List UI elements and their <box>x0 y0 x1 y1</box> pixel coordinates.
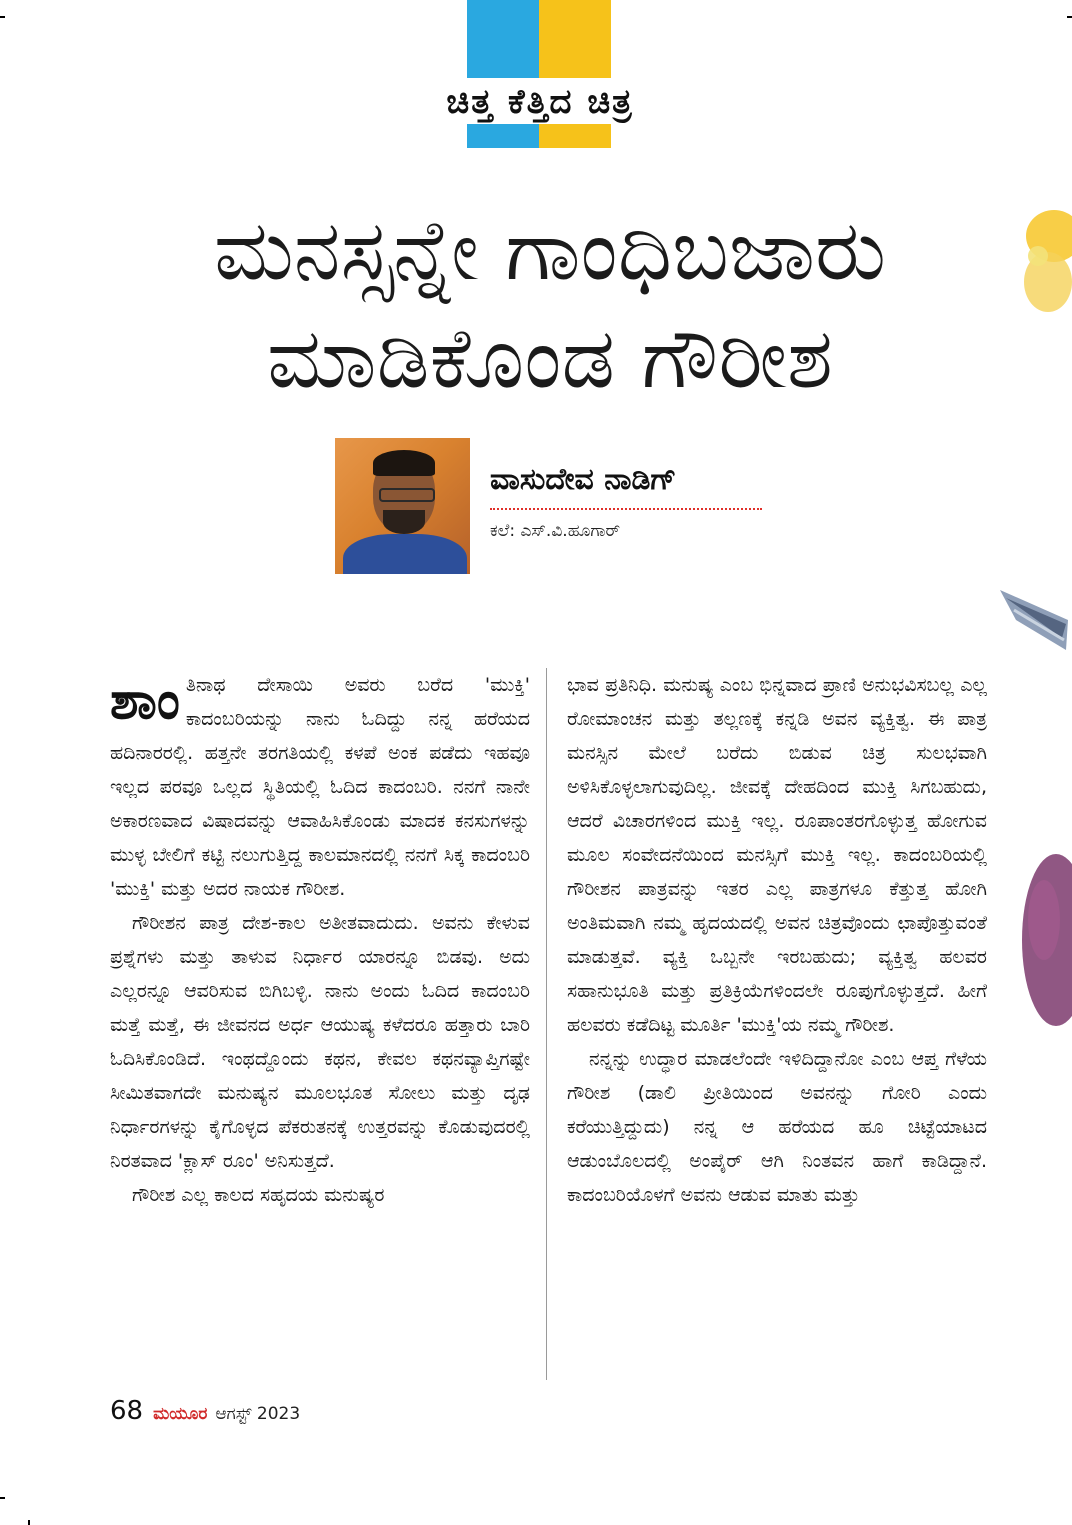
logo-blue-block <box>467 0 539 148</box>
illustration-credit: ಕಲೆ: ಎಸ್.ವಿ.ಹೂಗಾರ್ <box>490 521 621 541</box>
photo-beard <box>383 510 425 534</box>
crop-mark <box>0 16 5 18</box>
issue-date: ಆಗಸ್ಟ್ 2023 <box>215 1404 301 1424</box>
headline-line-2: ಮಾಡಿಕೊಂಡ ಗೌರೀಶ <box>267 309 833 407</box>
page-footer <box>110 1396 300 1426</box>
author-dotted-rule <box>490 508 762 510</box>
drop-cap: ಶಾಂ <box>110 671 180 731</box>
section-logo <box>467 0 611 148</box>
paragraph: ನನ್ನನ್ನು ಉದ್ಧಾರ ಮಾಡಲೆಂದೇ ಇಳಿದಿದ್ದಾನೋ ಎಂಬ ಆಪ್ತ ಗೆಳೆಯ ಗೌರೀಶ (ಡಾಲಿ ಪ್ರೀತಿಯಿಂದ ಅವನನ್ನು ಗೋರಿ ಎಂದು ಕರೆಯುತ್ತಿದ್ದುದು) ನನ್ನ ಆ ಹರೆಯದ ಹೂ ಚಿಟ್ಟೆಯಾಟದ ಆಡುಂಬೊಲದಲ್ಲಿ ಅಂಪೈರ್ ಆಗಿ ನಿಂತವನ ಹಾಗೆ ಕಾಡಿದ್ದಾನೆ. ಕಾದಂಬರಿಯೊಳಗೆ ಅವನು ಆಡುವ ಮಾತು ಮತ್ತು <box>567 1048 987 1206</box>
paragraph-text: ತಿನಾಥ ದೇಸಾಯಿ ಅವರು ಬರೆದ 'ಮುಕ್ತಿ' ಕಾದಂಬರಿಯನ್ನು ನಾನು ಓದಿದ್ದು ನನ್ನ ಹರೆಯದ ಹದಿನಾರರಲ್ಲಿ. ಹತ್ತನೇ ತರಗತಿಯಲ್ಲಿ ಕಳಪೆ ಅಂಕ ಪಡೆದು ಇಹವೂ ಇಲ್ಲದ ಪರವೂ ಒಲ್ಲದ ಸ್ಥಿತಿಯಲ್ಲಿ ಓದಿದ ಕಾದಂಬರಿ. ನನಗೆ ನಾನೇ ಅಕಾರಣವಾದ ವಿಷಾದವನ್ನು ಆವಾಹಿಸಿಕೊಂಡು ಮಾದಕ ಕನಸುಗಳನ್ನು ಮುಳ್ಳ ಬೇಲಿಗೆ ಕಟ್ಟಿ ನಲುಗುತ್ತಿದ್ದ ಕಾಲಮಾನದಲ್ಲಿ ನನಗೆ ಸಿಕ್ಕ ಕಾದಂಬರಿ 'ಮುಕ್ತಿ' ಮತ್ತು ಅದರ ನಾಯಕ ಗೌರೀಶ. <box>110 674 530 900</box>
decorative-flower-purple <box>1004 850 1072 1040</box>
magazine-name: ಮಯೂರ <box>153 1404 208 1424</box>
crop-mark <box>0 1497 5 1499</box>
photo-glasses <box>379 488 435 502</box>
logo-yellow-block <box>539 0 611 148</box>
crop-mark <box>28 1520 30 1525</box>
crop-mark <box>1067 16 1072 18</box>
author-name: ವಾಸುದೇವ ನಾಡಿಗ್ <box>490 462 677 497</box>
paragraph: ಭಾವ ಪ್ರತಿನಿಧಿ. ಮನುಷ್ಯ ಎಂಬ ಭಿನ್ನವಾದ ಪ್ರಾಣಿ ಅನುಭವಿಸಬಲ್ಲ ಎಲ್ಲ ರೋಮಾಂಚನ ಮತ್ತು ತಲ್ಲಣಕ್ಕೆ ಕನ್ನಡಿ ಅವನ ವ್ಯಕ್ತಿತ್ವ. ಈ ಪಾತ್ರ ಮನಸ್ಸಿನ ಮೇಲೆ ಬರೆದು ಬಿಡುವ ಚಿತ್ರ ಸುಲಭವಾಗಿ ಅಳಿಸಿಕೊಳ್ಳಲಾಗುವುದಿಲ್ಲ. ಜೀವಕ್ಕೆ ದೇಹದಿಂದ ಮುಕ್ತಿ ಸಿಗಬಹುದು, ಆದರೆ ವಿಚಾರಗಳಿಂದ ಮುಕ್ತಿ ಇಲ್ಲ. ರೂಪಾಂತರಗೊಳ್ಳುತ್ತ ಹೋಗುವ ಮೂಲ ಸಂವೇದನೆಯಿಂದ ಮನಸ್ಸಿಗೆ ಮುಕ್ತಿ ಇಲ್ಲ. ಕಾದಂಬರಿಯಲ್ಲಿ ಗೌರೀಶನ ಪಾತ್ರವನ್ನು ಇತರ ಎಲ್ಲ ಪಾತ್ರಗಳೂ ಕೆತ್ತುತ್ತ ಹೋಗಿ ಅಂತಿಮವಾಗಿ ನಮ್ಮ ಹೃದಯದಲ್ಲಿ ಅವನ ಚಿತ್ರವೊಂದು ಛಾಪೊತ್ತುವಂತೆ ಮಾಡುತ್ತವೆ. ವ್ಯಕ್ತಿ ಒಬ್ಬನೇ ಇರಬಹುದು; ವ್ಯಕ್ತಿತ್ವ ಹಲವರ ಸಹಾನುಭೂತಿ ಮತ್ತು ಪ್ರತಿಕ್ರಿಯೆಗಳಿಂದಲೇ ರೂಪುಗೊಳ್ಳುತ್ತದೆ. ಹೀಗೆ ಹಲವರು ಕಡೆದಿಟ್ಟ ಮೂರ್ತಿ 'ಮುಕ್ತಿ'ಯ ನಮ್ಮ ಗೌರೀಶ. <box>567 674 987 1036</box>
photo-shirt <box>343 534 467 574</box>
author-photo <box>335 438 470 574</box>
article-column-2 <box>567 668 987 1388</box>
column-divider <box>546 668 547 1380</box>
photo-hair <box>373 450 435 476</box>
article-column-1 <box>110 668 530 1388</box>
article-headline <box>60 196 1040 412</box>
decorative-feather <box>996 580 1072 660</box>
paragraph: ಗೌರೀಶನ ಪಾತ್ರ ದೇಶ-ಕಾಲ ಅತೀತವಾದುದು. ಅವನು ಕೇಳುವ ಪ್ರಶ್ನೆಗಳು ಮತ್ತು ತಾಳುವ ನಿರ್ಧಾರ ಯಾರನ್ನೂ ಬಿಡವು. ಅದು ಎಲ್ಲರನ್ನೂ ಆವರಿಸುವ ಬಿಗಿಬಳ್ಳಿ. ನಾನು ಅಂದು ಓದಿದ ಕಾದಂಬರಿ ಮತ್ತೆ ಮತ್ತೆ, ಈ ಜೀವನದ ಅರ್ಧ ಆಯುಷ್ಯ ಕಳೆದರೂ ಹತ್ತಾರು ಬಾರಿ ಓದಿಸಿಕೊಂಡಿದೆ. ಇಂಥದ್ದೊಂದು ಕಥನ, ಕೇವಲ ಕಥನವ್ಯಾಪ್ತಿಗಷ್ಟೇ ಸೀಮಿತವಾಗದೇ ಮನುಷ್ಯನ ಮೂಲಭೂತ ಸೋಲು ಮತ್ತು ದೃಢ ನಿರ್ಧಾರಗಳನ್ನು ಕೈಗೊಳ್ಳದ ಪೆಕರುತನಕ್ಕೆ ಉತ್ತರವನ್ನು ಕೊಡುವುದರಲ್ಲಿ ನಿರತವಾದ 'ಕ್ಲಾಸ್ ರೂಂ' ಅನಿಸುತ್ತದೆ. <box>110 912 530 1172</box>
headline-line-1: ಮನಸ್ಸನ್ನೇ ಗಾಂಧಿಬಜಾರು <box>213 201 887 299</box>
section-title: ಚಿತ್ತ ಕೆತ್ತಿದ ಚಿತ್ರ <box>446 82 634 122</box>
paragraph: ಗೌರೀಶ ಎಲ್ಲ ಕಾಲದ ಸಹೃದಯ ಮನುಷ್ಯರ <box>132 1184 385 1206</box>
paragraph <box>110 668 530 906</box>
page-number: 68 <box>110 1396 144 1426</box>
